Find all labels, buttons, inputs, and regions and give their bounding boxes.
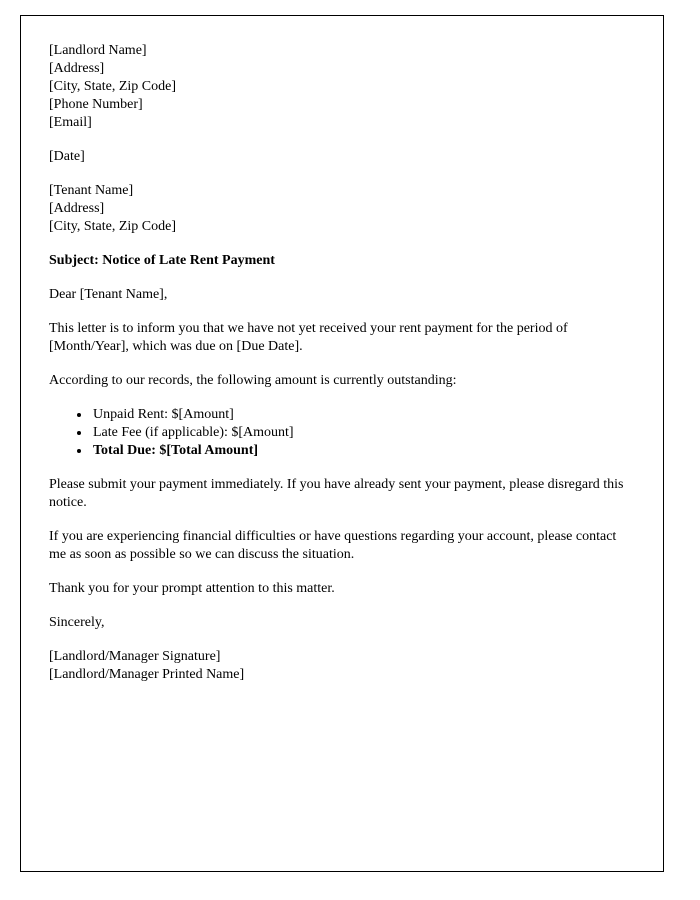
recipient-address: [Address] [49,201,105,216]
sender-phone: [Phone Number] [49,97,143,112]
signature-line: [Landlord/Manager Signature] [49,649,221,664]
list-item-late-fee: • Late Fee (if applicable): $[Amount] [91,424,635,442]
date-line: [Date] [49,149,85,164]
sender-address-block [49,42,635,132]
recipient-city-state-zip: [City, State, Zip Code] [49,219,177,234]
signature-block [49,648,635,684]
sender-email: [Email] [49,115,92,130]
printed-name-line: [Landlord/Manager Printed Name] [49,667,245,682]
salutation: Dear [Tenant Name], [49,287,168,302]
list-item-total-due: • Total Due: $[Total Amount] [91,442,635,460]
letter-page [20,15,664,872]
recipient-address-block [49,182,635,236]
paragraph-financial-difficulties: If you are experiencing financial difficulties or have questions regarding your account, please contact me as soon as possible so we can discuss the situation. [49,529,617,562]
list-item-unpaid-rent: • Unpaid Rent: $[Amount] [91,406,635,424]
sender-name: [Landlord Name] [49,43,147,58]
paragraph-thank-you: Thank you for your prompt attention to this matter. [49,581,335,596]
paragraph-payment-request: Please submit your payment immediately. If you have already sent your payment, please disregard this notice. [49,477,624,510]
sender-city-state-zip: [City, State, Zip Code] [49,79,177,94]
closing: Sincerely, [49,615,105,630]
paragraph-records: According to our records, the following amount is currently outstanding: [49,373,457,388]
subject-line: Subject: Notice of Late Rent Payment [49,253,275,268]
sender-address: [Address] [49,61,105,76]
amounts-list [49,406,635,460]
paragraph-intro: This letter is to inform you that we have not yet received your rent payment for the period of [Month/Year], which was due on [Due Date]. [49,321,568,354]
recipient-name: [Tenant Name] [49,183,134,198]
